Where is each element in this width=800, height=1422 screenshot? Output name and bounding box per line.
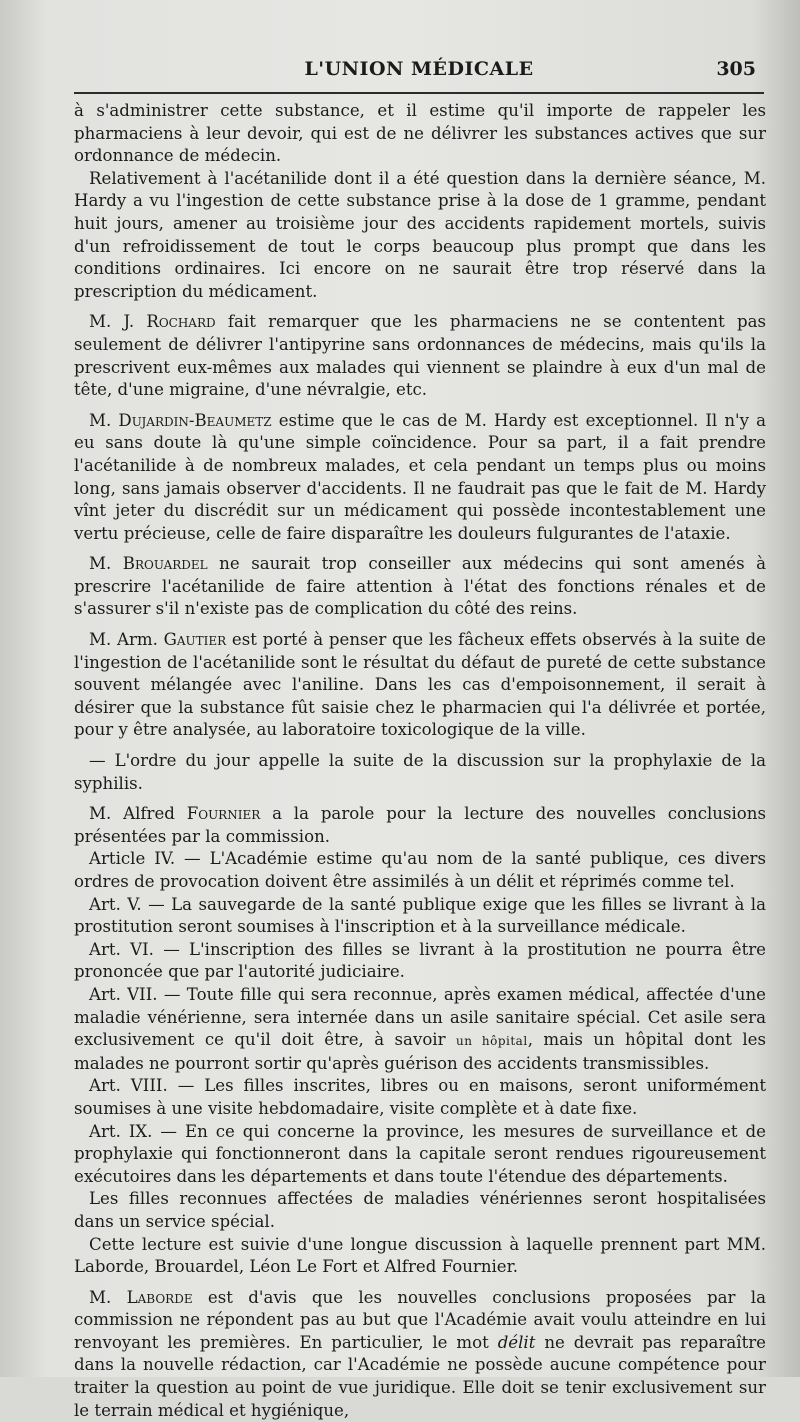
paragraph-text: Art. VI. — L'inscription des filles se livrant à la prostitution ne pourra être prononcée que par l'autorité judiciaire.	[74, 939, 766, 982]
paragraph-text: — L'ordre du jour appelle la suite de la discussion sur la prophylaxie de la syphilis.	[74, 751, 766, 793]
paragraph-text: à s'administrer cette substance, et il estime qu'il importe de rappeler les pharmaciens à leur devoir, qui est de ne délivrer les substances actives que sur ordonnance de médecin.	[74, 101, 766, 166]
paragraph-text: est d'avis que les nouvelles conclusions proposées par la commission ne répondent pas au but que l'Académie avait voulu atteindre en lui renvoyant les premières. En particulier, le mot	[74, 1287, 766, 1352]
emphasis-text: délit	[497, 1332, 536, 1352]
paragraph-text: Art. IX. — En ce qui concerne la province, les mesures de surveillance et de prophylaxie qui fonctionneront dans la capitale seront rendues rigoureusement exécutoires dans les départements et dans toute l'étendue des départements.	[74, 1121, 766, 1186]
paragraph	[74, 1287, 766, 1422]
paragraph-text: estime que le cas de M. Hardy est exceptionnel. Il n'y a eu sans doute là qu'une simple coïncidence. Pour sa part, il a fait prendre l'acétanilide à de nombreux malades, et cela pendant un temps plus ou moins long, sans jamais observer d'accidents. Il ne faudrait pas que le fait de M. Hardy vînt jeter du discrédit sur un médicament qui possède incontestablement une vertu précieuse, celle de faire disparaître les douleurs fulgurantes de l'ataxie.	[74, 410, 766, 543]
paragraph-text: Cette lecture est suivie d'une longue discussion à laquelle prennent part MM. Laborde, Brouardel, Léon Le Fort et Alfred Fournier.	[74, 1234, 766, 1277]
article-vi	[74, 939, 766, 984]
speaker-name: M. Dujardin-Beaumetz	[89, 410, 272, 430]
article-v	[74, 894, 766, 939]
article-viii	[74, 1075, 766, 1120]
speaker-name: M. J. Rochard	[89, 312, 216, 332]
paragraph-text: ne devrait pas reparaître dans la nouvelle rédaction, car l'Académie ne possède aucune compétence pour traiter la question au point de vue juridique. Elle doit se tenir exclusivement sur le terrain médical et hygiénique,	[74, 1332, 766, 1420]
speaker-name: Fournier	[186, 804, 261, 824]
paragraph	[74, 1188, 766, 1233]
paragraph-text: Art. VIII. — Les filles inscrites, libres ou en maisons, seront uniformément soumises à une visite hebdomadaire, visite complète et à date fixe.	[74, 1076, 766, 1118]
page-number: 305	[716, 58, 756, 80]
paragraph-text: Article IV. — L'Académie estime qu'au nom de la santé publique, ces divers ordres de provocation doivent être assimilés à un délit et réprimés comme tel.	[74, 849, 766, 891]
paragraph-text: ne saurait trop conseiller aux médecins qui sont amenés à prescrire l'acétanilide de faire attention à l'état des fonctions rénales et de s'assurer s'il n'existe pas de complication du côté des reins.	[74, 554, 766, 619]
emphasis-text: un hôpital	[455, 1034, 528, 1049]
header-rule	[74, 92, 764, 94]
paragraph	[74, 168, 766, 304]
paragraph	[74, 100, 766, 168]
running-header	[74, 56, 764, 88]
speaker-name: M. Brouardel	[89, 554, 208, 574]
speaker-prefix: M. Arm.	[89, 630, 164, 650]
article-vii	[74, 984, 766, 1075]
article-iv	[74, 848, 766, 893]
paragraph-text: Art. VII. — Toute fille qui sera reconnue, après examen médical, affectée d'une maladie vénérienne, sera internée dans un asile sanitaire spécial. Cet asile sera exclusivement ce qu'il doit être, à savoir	[74, 984, 766, 1050]
paragraph-text: a la parole pour la lecture des nouvelles conclusions présentées par la commission.	[74, 804, 766, 846]
paragraph	[74, 750, 766, 795]
article-body	[74, 100, 766, 1422]
paragraph	[74, 553, 766, 621]
paragraph	[74, 311, 766, 401]
article-ix	[74, 1121, 766, 1189]
speaker-prefix: M. Alfred	[89, 804, 187, 824]
paragraph	[74, 1234, 766, 1279]
speaker-name: Gautier	[163, 630, 227, 650]
paragraph	[74, 410, 766, 546]
speaker-name: M. Laborde	[89, 1287, 193, 1307]
journal-title: L'UNION MÉDICALE	[304, 58, 534, 80]
paragraph-text: Art. V. — La sauvegarde de la santé publique exige que les filles se livrant à la prostitution seront soumises à l'inscription et à la surveillance médicale.	[74, 894, 766, 937]
paragraph-text: , mais un hôpital dont les malades ne pourront sortir qu'après guérison des accidents transmissibles.	[74, 1030, 766, 1073]
paragraph-text: Relativement à l'acétanilide dont il a été question dans la dernière séance, M. Hardy a vu l'ingestion de cette substance prise à la dose de 1 gramme, pendant huit jours, amener au troisième jour des accidents rapidement mortels, suivis d'un refroidissement de tout le corps beaucoup plus prompt que dans les conditions ordinaires. Ici encore on ne saurait être trop réservé dans la prescription du médicament.	[74, 168, 766, 301]
paragraph-text: fait remarquer que les pharmaciens ne se contentent pas seulement de délivrer l'antipyrine sans ordonnances de médecins, mais qu'ils la prescrivent eux-mêmes aux malades qui viennent se plaindre à eux d'un mal de tête, d'une migraine, d'une névralgie, etc.	[74, 312, 766, 400]
paragraph-text: est porté à penser que les fâcheux effets observés à la suite de l'ingestion de l'acétanilide sont le résultat du défaut de pureté de cette substance souvent mélangée avec l'aniline. Dans les cas d'empoisonnement, il serait à désirer que la substance fût saisie chez le pharmacien qui l'a délivrée et portée, pour y être analysée, au laboratoire toxicologique de la ville.	[74, 630, 766, 740]
paragraph	[74, 803, 766, 848]
paragraph-text: Les filles reconnues affectées de maladies vénériennes seront hospitalisées dans un service spécial.	[74, 1189, 766, 1231]
paragraph	[74, 629, 766, 742]
